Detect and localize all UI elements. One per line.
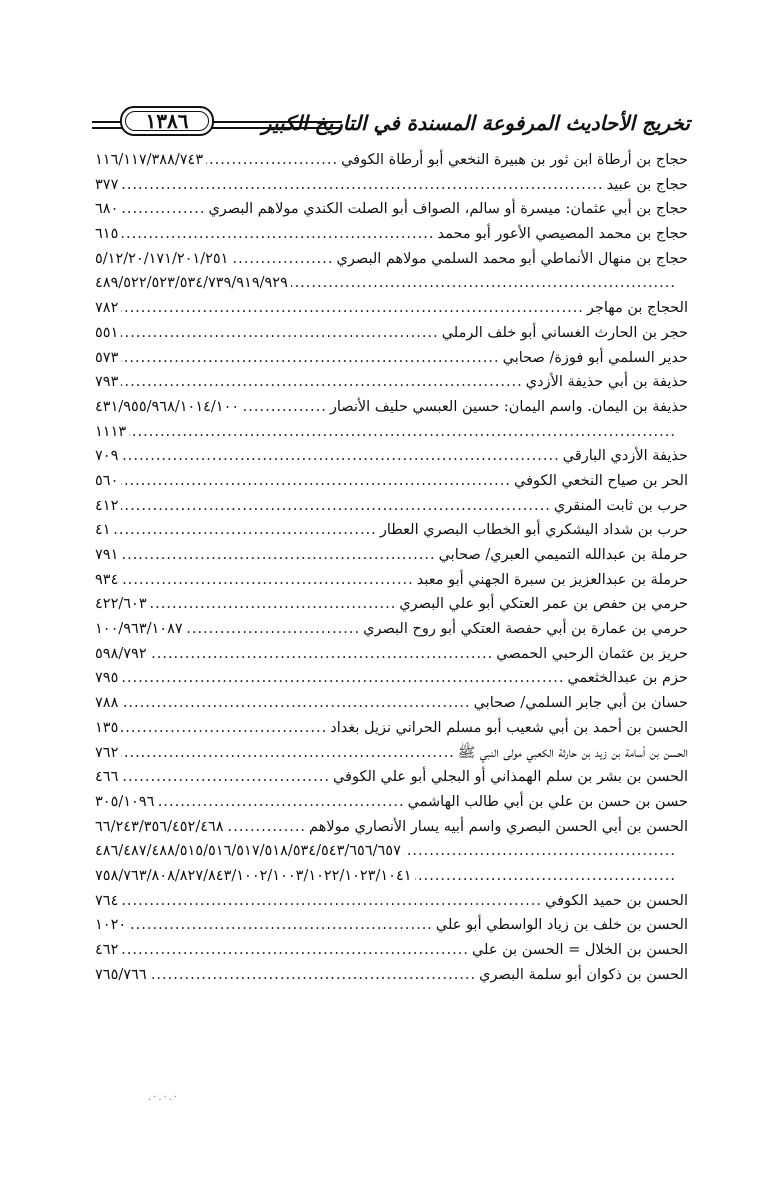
entry-references: ٦١٥ <box>95 226 119 243</box>
entry-references: ٧٩٥ <box>95 670 119 687</box>
page-number: ١٣٨٦ <box>145 109 189 133</box>
entry-name: حسان بن أبي جابر السلمي/ صحابي <box>473 695 688 712</box>
entry-references: ٧٥٨/٧٦٣/٨٠٨/٨٢٧/٨٤٣/١٠٠٢/١٠٠٣/١٠٢٢/١٠٢٣/١٠٤١ <box>95 867 412 884</box>
leader-dots <box>242 395 327 420</box>
book-title: تخريج الأحاديث المرفوعة المسندة في التاريخ الكبير <box>261 111 690 135</box>
leader-dots <box>121 691 470 716</box>
index-entry <box>95 889 688 914</box>
entry-name: حزم بن عبدالخثعمي <box>567 670 688 687</box>
index-entry <box>95 444 688 469</box>
index-entry <box>95 469 688 494</box>
entry-references: ٥/١٢/٢٠/١٧١/٢٠١/٢٥١ <box>95 250 229 267</box>
entry-references: ٦٦/٢٤٣/٣٥٦/٤٥٢/٤٦٨ <box>95 818 224 835</box>
entry-name: حرملة بن عبدالعزيز بن سبرة الجهني أبو معبد <box>416 571 688 588</box>
leader-dots <box>150 642 494 667</box>
leader-dots <box>121 370 522 395</box>
leader-dots <box>121 173 603 198</box>
index-entry <box>95 247 688 272</box>
entry-references: ٤٦٦ <box>95 769 119 786</box>
entry-references: ٧٨٨ <box>95 695 119 712</box>
index-entry <box>95 197 688 222</box>
leader-dots <box>129 913 433 938</box>
entry-references: ٤٨٩/٥٢٢/٥٢٣/٥٣٤/٧٣٩/٩١٩/٩٢٩ <box>95 275 288 292</box>
entry-references: ٤١٢ <box>95 497 119 514</box>
entry-name: الحجاج بن مهاجر <box>586 300 688 317</box>
entry-references: ٥٩٨/٧٩٢ <box>95 645 147 662</box>
index-entry <box>95 271 688 296</box>
entry-references: ٩٣٤ <box>95 571 119 588</box>
entry-name: الحسن بن أحمد بن أبي شعيب أبو مسلم الحراني نزيل بغداد <box>330 719 688 736</box>
entry-references: ٤١ <box>95 522 111 539</box>
index-entry <box>95 346 688 371</box>
leader-dots <box>404 839 676 864</box>
scan-smudge: ·.·.·. <box>148 1092 180 1103</box>
entry-references: ٧٨٢ <box>95 300 119 317</box>
leader-dots <box>121 716 327 741</box>
entry-references: ٥٧٣ <box>95 349 119 366</box>
leader-dots <box>121 494 550 519</box>
index-entry <box>95 741 688 766</box>
entry-name: الحسن بن ذكوان أبو سلمة البصري <box>479 966 688 983</box>
index-entry <box>95 173 688 198</box>
entry-name: حرمي بن عمارة بن أبي حفصة العتكي أبو روح البصري <box>363 621 688 638</box>
index-entry <box>95 815 688 840</box>
leader-dots <box>121 296 584 321</box>
index-entry <box>95 617 688 642</box>
leader-dots <box>206 148 338 173</box>
index-entry <box>95 568 688 593</box>
entry-name: حجاج بن عبيد <box>606 176 688 193</box>
leader-dots <box>121 938 469 963</box>
entry-name: حرب بن ثابت المنقري <box>553 497 688 514</box>
entry-references: ٧٠٩ <box>95 448 119 465</box>
leader-dots <box>121 741 454 766</box>
index-entry <box>95 296 688 321</box>
index-entry <box>95 222 688 247</box>
index-entry <box>95 395 688 420</box>
entry-references: ١١٦/١١٧/٣٨٨/٧٤٣ <box>95 152 204 168</box>
index-entry <box>95 543 688 568</box>
index-entry <box>95 370 688 395</box>
entry-name: حسن بن حسن بن علي بن أبي طالب الهاشمي <box>407 793 688 810</box>
leader-dots <box>129 420 676 445</box>
entry-references: ٤٦٢ <box>95 942 119 958</box>
leader-dots <box>227 815 306 840</box>
entry-name: حرب بن شداد اليشكري أبو الخطاب البصري العطار <box>379 522 688 539</box>
index-list <box>95 148 688 987</box>
entry-references: ٤٨٦/٤٨٧/٤٨٨/٥١٥/٥١٦/٥١٧/٥١٨/٥٣٤/٥٤٣/٦٥٦/٦٥٧ <box>95 843 401 860</box>
entry-name: حرمي بن حفص بن عمر العتكي أبو علي البصري <box>399 596 688 613</box>
leader-dots <box>121 889 542 914</box>
entry-name: حجاج بن محمد المصيصي الأعور أبو محمد <box>437 226 688 243</box>
leader-dots <box>415 864 676 889</box>
entry-references: ٦٨٠ <box>95 201 119 218</box>
index-entry <box>95 420 688 445</box>
entry-name: حجاج بن أبي عثمان: ميسرة أو سالم، الصواف أبو الصلت الكندي مولاهم البصري <box>208 201 688 218</box>
entry-name: الحسن بن الخلال = الحسن بن علي <box>471 942 688 958</box>
leader-dots <box>157 790 404 815</box>
entry-references: ٥٥١ <box>95 324 119 341</box>
entry-name: حذيفة الأزدي البارقي <box>562 448 688 465</box>
leader-dots <box>291 271 676 296</box>
page-number-frame <box>120 106 214 136</box>
entry-references: ٤٣١/٩٥٥/٩٦٨/١٠١٤/١٠٠ <box>95 398 240 415</box>
leader-dots <box>114 518 377 543</box>
index-entry <box>95 691 688 716</box>
leader-dots <box>231 247 333 272</box>
entry-name: حذيفة بن اليمان. واسم اليمان: حسين العبسي حليف الأنصار <box>329 398 688 415</box>
entry-name: الحسن بن أبي الحسن البصري واسم أبيه يسار الأنصاري مولاهم <box>309 818 688 835</box>
entry-references: ٤٢٢/٦٠٣ <box>95 596 147 613</box>
leader-dots <box>121 543 435 568</box>
leader-dots <box>150 963 477 988</box>
leader-dots <box>121 469 511 494</box>
entry-name: الحسن بن بشر بن سلم الهمذاني أو البجلي أبو علي الكوفي <box>332 769 688 786</box>
entry-references: ١٠٢٠ <box>95 917 127 934</box>
entry-name: الحر بن صياح النخعي الكوفي <box>513 472 688 489</box>
entry-name: حرملة بن عبدالله التميمي العبري/ صحابي <box>438 547 688 563</box>
index-entry <box>95 839 688 864</box>
running-header <box>92 105 690 145</box>
index-entry <box>95 494 688 519</box>
index-entry <box>95 592 688 617</box>
index-entry <box>95 148 688 173</box>
leader-dots <box>121 346 499 371</box>
leader-dots <box>150 592 397 617</box>
entry-references: ٧٩٣ <box>95 374 119 391</box>
entry-references: ٥٦٠ <box>95 472 119 489</box>
entry-name: حجر بن الحارث الغساني أبو خلف الرملي <box>441 324 688 341</box>
index-entry <box>95 765 688 790</box>
entry-references: ٧٦٥/٧٦٦ <box>95 966 147 983</box>
leader-dots <box>121 666 564 691</box>
entry-references: ٧٦٤ <box>95 892 119 909</box>
entry-name: الحسن بن خلف بن زياد الواسطي أبو علي <box>435 917 688 934</box>
entry-name: حذيفة بن أبي حذيفة الأزدي <box>525 374 688 391</box>
entry-name: حدير السلمي أبو فوزة/ صحابي <box>502 349 688 366</box>
index-entry <box>95 642 688 667</box>
index-entry <box>95 938 688 963</box>
index-entry <box>95 666 688 691</box>
leader-dots <box>121 765 330 790</box>
entry-references: ١٠٠/٩٦٣/١٠٨٧ <box>95 621 183 638</box>
entry-name: حجاج بن منهال الأنماطي أبو محمد السلمي مولاهم البصري <box>336 250 688 267</box>
index-entry <box>95 790 688 815</box>
entry-references: ١٣٥ <box>95 719 119 736</box>
entry-references: ٧٦٢ <box>95 744 119 761</box>
entry-name: حجاج بن أرطاة ابن ثور بن هبيرة النخعي أبو أرطاة الكوفي <box>341 152 688 168</box>
entry-references: ٣٧٧ <box>95 176 119 193</box>
index-entry <box>95 321 688 346</box>
entry-references: ١١١٣ <box>95 423 127 440</box>
leader-dots <box>121 568 413 593</box>
index-entry <box>95 864 688 889</box>
entry-references: ٣٠٥/١٠٩٦ <box>95 793 155 810</box>
index-entry <box>95 913 688 938</box>
index-entry <box>95 963 688 988</box>
entry-name: الحسن بن حميد الكوفي <box>545 892 688 909</box>
index-entry <box>95 518 688 543</box>
leader-dots <box>186 617 360 642</box>
entry-name: الحسن بن أسامة بن زيد بن حارثة الكعبي مولى النبي ﷺ <box>457 744 688 761</box>
entry-references: ٧٩١ <box>95 547 119 563</box>
leader-dots <box>121 222 434 247</box>
leader-dots <box>121 321 438 346</box>
leader-dots <box>121 444 559 469</box>
leader-dots <box>121 197 205 222</box>
entry-name: حريز بن عثمان الرحبي الحمصي <box>496 645 688 662</box>
index-entry <box>95 716 688 741</box>
